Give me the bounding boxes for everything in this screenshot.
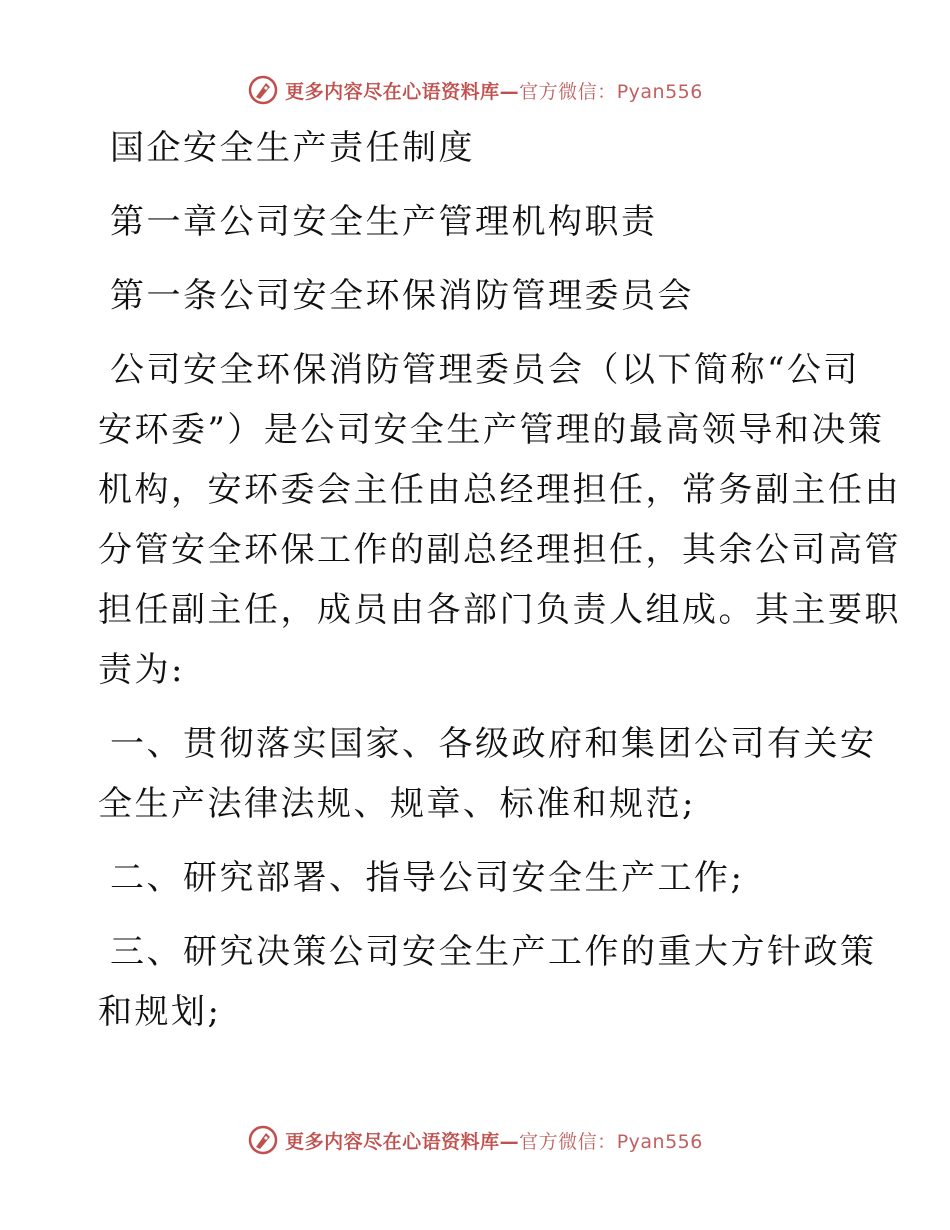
paragraph-line: 担任副主任，成员由各部门负责人组成。其主要职 [98, 590, 901, 630]
watermark-dash: — [499, 80, 520, 103]
watermark-wechat-label: 官方微信： [519, 80, 617, 103]
watermark-dash: — [499, 1130, 520, 1153]
list-item-line: 和规划; [98, 992, 222, 1032]
list-item-line: 全生产法律法规、规章、标准和规范; [98, 784, 696, 824]
list-item-line: 三、研究决策公司安全生产工作的重大方针政策 [110, 932, 877, 972]
document-title: 国企安全生产责任制度 [110, 128, 475, 168]
watermark-wechat-id: Pyan556 [616, 80, 703, 103]
watermark-wechat-label: 官方微信： [519, 1130, 617, 1153]
paragraph-line: 公司安全环保消防管理委员会（以下简称“公司 [110, 350, 860, 390]
article-heading: 第一条公司安全环保消防管理委员会 [110, 276, 694, 316]
list-item-1 [98, 714, 877, 834]
list-item-line: 一、贯彻落实国家、各级政府和集团公司有关安 [110, 724, 877, 764]
pen-nib-logo-icon [247, 74, 279, 106]
header-watermark-banner [0, 70, 950, 110]
watermark-wechat-id: Pyan556 [616, 1130, 703, 1153]
paragraph-line: 责为: [98, 650, 185, 690]
pen-nib-logo-icon [247, 1124, 279, 1156]
paragraph-line: 分管安全环保工作的副总经理担任，其余公司高管 [98, 530, 901, 570]
watermark-site: 更多内容尽在心语资料库 [285, 80, 500, 103]
watermark-site: 更多内容尽在心语资料库 [285, 1130, 500, 1153]
footer-watermark-banner [0, 1120, 950, 1160]
intro-paragraph [98, 340, 901, 700]
watermark-text [285, 1127, 703, 1154]
watermark-text [285, 77, 703, 104]
list-item-2: 二、研究部署、指导公司安全生产工作; [110, 858, 745, 898]
paragraph-line: 安环委”）是公司安全生产管理的最高领导和决策 [98, 410, 885, 450]
document-body [98, 118, 901, 1042]
list-item-3 [98, 922, 877, 1042]
paragraph-line: 机构，安环委会主任由总经理担任，常务副主任由 [98, 470, 901, 510]
chapter-heading: 第一章公司安全生产管理机构职责 [110, 202, 658, 242]
